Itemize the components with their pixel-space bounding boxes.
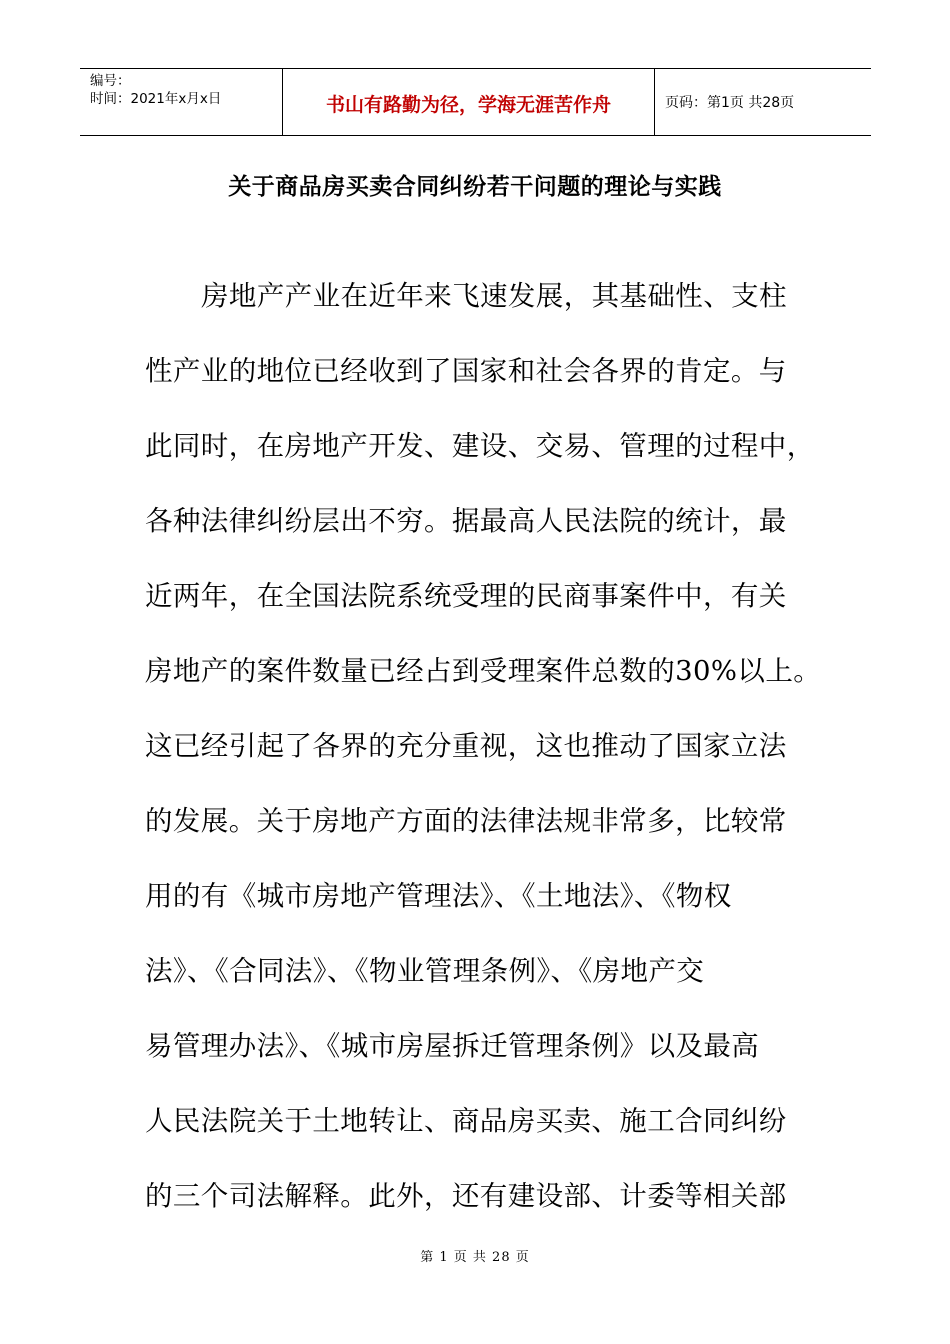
header-motto: 书山有路勤为径，学海无涯苦作舟 bbox=[283, 69, 655, 135]
body-line: 易管理办法》、《城市房屋拆迁管理条例》以及最高 bbox=[145, 1030, 760, 1062]
document-number-label: 编号： bbox=[90, 73, 131, 89]
document-title: 关于商品房买卖合同纠纷若干问题的理论与实践 bbox=[228, 174, 722, 200]
body-line: 的三个司法解释。此外，还有建设部、计委等相关部 bbox=[145, 1180, 787, 1212]
body-line: 性产业的地位已经收到了国家和社会各界的肯定。与 bbox=[145, 355, 787, 387]
document-time-label: 时间：2021年x月x日 bbox=[90, 91, 222, 107]
body-line: 此同时，在房地产开发、建设、交易、管理的过程中， bbox=[145, 430, 815, 462]
page-header bbox=[80, 68, 871, 136]
body-line: 房地产的案件数量已经占到受理案件总数的30%以上。 bbox=[145, 655, 822, 687]
body-line: 房地产产业在近年来飞速发展，其基础性、支柱 bbox=[201, 280, 787, 312]
body-line: 人民法院关于土地转让、商品房买卖、施工合同纠纷 bbox=[145, 1105, 787, 1137]
header-meta-cell bbox=[80, 69, 283, 135]
body-line: 近两年，在全国法院系统受理的民商事案件中，有关 bbox=[145, 580, 787, 612]
body-line: 用的有《城市房地产管理法》、《土地法》、《物权 bbox=[145, 880, 732, 912]
page-footer: 第 1 页 共 28 页 bbox=[420, 1250, 530, 1265]
body-line: 这已经引起了各界的充分重视，这也推动了国家立法 bbox=[145, 730, 787, 762]
document-body bbox=[145, 267, 822, 1242]
body-line: 的发展。关于房地产方面的法律法规非常多，比较常 bbox=[145, 805, 787, 837]
body-line: 法》、《合同法》、《物业管理条例》、《房地产交 bbox=[145, 955, 705, 987]
body-line: 各种法律纠纷层出不穷。据最高人民法院的统计，最 bbox=[145, 505, 787, 537]
header-page-info: 页码：第1页 共28页 bbox=[665, 95, 795, 111]
